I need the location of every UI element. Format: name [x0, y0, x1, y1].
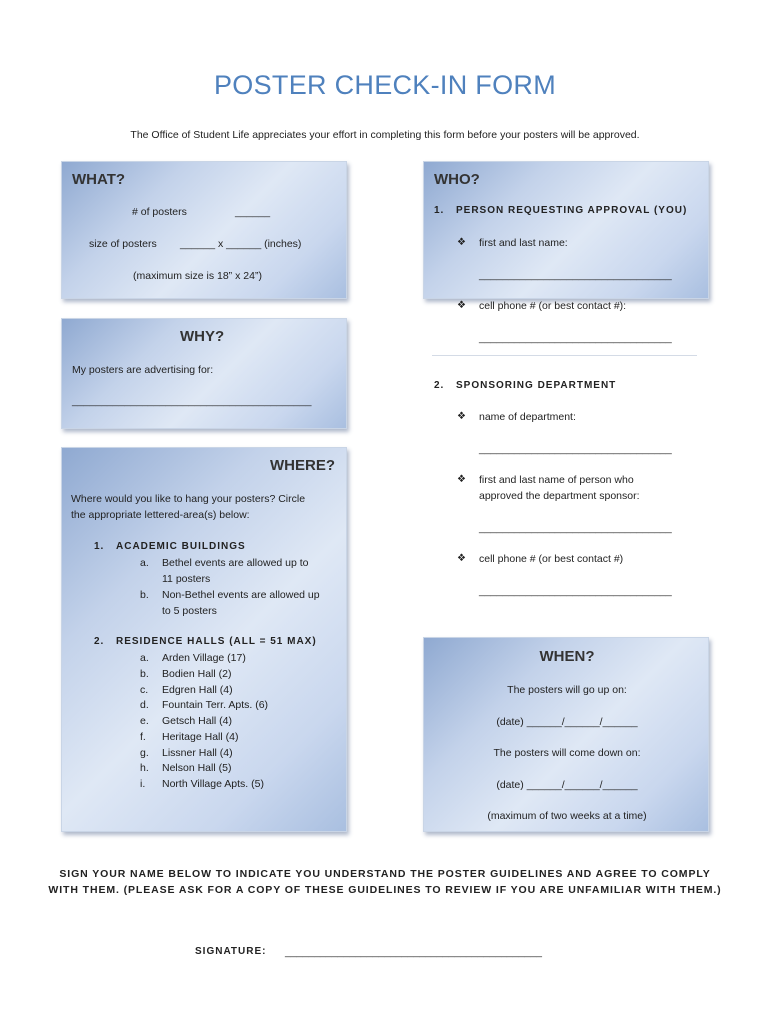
- academic-item: to 5 posters: [162, 605, 217, 617]
- academic-heading: ACADEMIC BUILDINGS: [116, 541, 246, 552]
- size-label: size of posters: [89, 238, 157, 250]
- why-heading: WHY?: [180, 328, 225, 345]
- why-prompt: My posters are advertising for:: [72, 364, 214, 376]
- hall-letter: c.: [140, 684, 149, 696]
- where-prompt: the appropriate lettered-area(s) below:: [71, 509, 250, 521]
- academic-letter: b.: [140, 589, 149, 601]
- approver-field[interactable]: _________________________________: [479, 522, 672, 534]
- intro-text: The Office of Student Life appreciates your effort in completing this form before your posters will be approved.: [130, 129, 640, 141]
- approver-label: approved the department sponsor:: [479, 490, 640, 502]
- dept-label: name of department:: [479, 411, 576, 423]
- hall-item: Heritage Hall (4): [162, 731, 239, 743]
- academic-number: 1.: [94, 541, 105, 552]
- up-label: The posters will go up on:: [507, 684, 627, 696]
- academic-item: 11 posters: [162, 573, 211, 585]
- where-heading: WHERE?: [270, 457, 335, 474]
- hall-item: Arden Village (17): [162, 652, 246, 664]
- down-date-field[interactable]: (date) ______/______/______: [496, 779, 638, 791]
- hall-letter: d.: [140, 699, 149, 711]
- when-box: [423, 637, 709, 832]
- requester-heading: PERSON REQUESTING APPROVAL (YOU): [456, 205, 688, 216]
- sign-instructions: SIGN YOUR NAME BELOW TO INDICATE YOU UNDERSTAND THE POSTER GUIDELINES AND AGREE TO COMPLY: [59, 868, 711, 880]
- diamond-bullet-icon: ❖: [457, 300, 466, 311]
- requester-number: 1.: [434, 205, 445, 216]
- hall-item: Getsch Hall (4): [162, 715, 233, 727]
- max-weeks-note: (maximum of two weeks at a time): [487, 810, 647, 822]
- phone-field[interactable]: _________________________________: [479, 332, 672, 344]
- phone2-field[interactable]: _________________________________: [479, 585, 672, 597]
- up-date-field[interactable]: (date) ______/______/______: [496, 716, 638, 728]
- why-box: [61, 318, 347, 429]
- hall-item: North Village Apts. (5): [162, 778, 264, 790]
- hall-letter: g.: [140, 747, 149, 759]
- residence-number: 2.: [94, 636, 105, 647]
- where-prompt: Where would you like to hang your posters? Circle: [71, 493, 306, 505]
- hall-letter: h.: [140, 762, 149, 774]
- form-title: POSTER CHECK-IN FORM: [213, 70, 556, 100]
- who-heading: WHO?: [434, 171, 480, 188]
- down-label: The posters will come down on:: [493, 747, 641, 759]
- name-label: first and last name:: [479, 237, 568, 249]
- name-field[interactable]: _________________________________: [479, 269, 672, 281]
- hall-letter: f.: [140, 731, 146, 743]
- academic-item: Non-Bethel events are allowed up: [162, 589, 320, 601]
- hall-item: Edgren Hall (4): [162, 684, 233, 696]
- signature-label: SIGNATURE:: [195, 946, 267, 957]
- phone-label: cell phone # (or best contact #):: [479, 300, 627, 312]
- where-box: [61, 447, 347, 832]
- hall-letter: a.: [140, 652, 149, 664]
- diamond-bullet-icon: ❖: [457, 474, 466, 485]
- when-heading: WHEN?: [539, 648, 595, 665]
- department-number: 2.: [434, 380, 445, 391]
- hall-letter: b.: [140, 668, 149, 680]
- why-field[interactable]: _________________________________________: [72, 395, 312, 407]
- diamond-bullet-icon: ❖: [457, 237, 466, 248]
- hall-item: Fountain Terr. Apts. (6): [162, 699, 269, 711]
- academic-item: Bethel events are allowed up to: [162, 557, 309, 569]
- dept-field[interactable]: _________________________________: [479, 443, 672, 455]
- hall-item: Lissner Hall (4): [162, 747, 233, 759]
- hall-item: Bodien Hall (2): [162, 668, 232, 680]
- phone2-label: cell phone # (or best contact #): [479, 553, 624, 565]
- diamond-bullet-icon: ❖: [457, 553, 466, 564]
- hall-item: Nelson Hall (5): [162, 762, 232, 774]
- size-field[interactable]: ______ x ______ (inches): [180, 238, 302, 250]
- residence-heading: RESIDENCE HALLS (ALL = 51 MAX): [116, 636, 317, 647]
- sign-instructions: WITH THEM. (PLEASE ASK FOR A COPY OF THESE GUIDELINES TO REVIEW IF YOU ARE UNFAMILIAR WITH THEM.): [48, 884, 722, 896]
- num-posters-label: # of posters: [132, 206, 187, 218]
- section-divider: [432, 355, 697, 356]
- academic-letter: a.: [140, 557, 149, 569]
- max-size-note: (maximum size is 18” x 24”): [133, 270, 262, 282]
- diamond-bullet-icon: ❖: [457, 411, 466, 422]
- hall-letter: e.: [140, 715, 149, 727]
- signature-field[interactable]: ____________________________________________: [285, 946, 542, 958]
- what-heading: WHAT?: [72, 171, 126, 188]
- hall-letter: i.: [140, 778, 146, 790]
- num-posters-field[interactable]: ______: [235, 206, 271, 218]
- approver-label: first and last name of person who: [479, 474, 634, 486]
- department-heading: SPONSORING DEPARTMENT: [456, 380, 617, 391]
- what-box: [61, 161, 347, 299]
